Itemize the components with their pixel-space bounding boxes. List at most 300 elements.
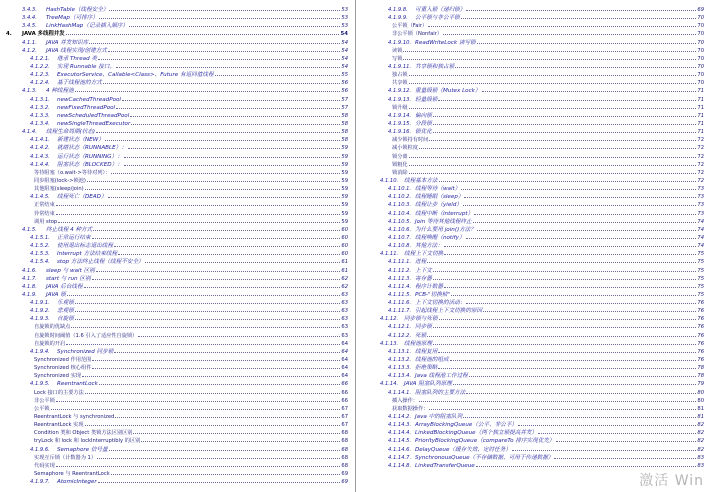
toc-page-number: 70 xyxy=(697,31,704,38)
toc-entry-number: 4.1.5.4. xyxy=(30,259,50,266)
toc-entry[interactable] xyxy=(0,340,350,348)
toc-entry-title: 轻量级锁 xyxy=(415,96,438,103)
toc-page-number: 72 xyxy=(697,137,704,144)
toc-entry[interactable] xyxy=(358,96,706,104)
toc-entry[interactable] xyxy=(358,39,706,47)
toc-page-number: 60 xyxy=(341,234,348,241)
toc-leader-dots xyxy=(58,222,340,223)
toc-entry-number: 4.1.13.1. xyxy=(388,348,412,355)
toc-entry-title: LinkedBlockingQueue（两个独立锁提高并发） xyxy=(415,430,538,437)
toc-entry[interactable] xyxy=(0,144,350,152)
toc-entry-title: Semaphore 信号量 xyxy=(57,446,108,453)
toc-entry-title: 等待阻塞（o.wait->等待对列）： xyxy=(34,169,111,176)
toc-leader-dots xyxy=(554,458,696,459)
toc-entry-title: 线程睡眠（sleep） xyxy=(415,194,464,201)
toc-page-number: 66 xyxy=(341,397,348,404)
toc-page-number: 58 xyxy=(341,129,348,136)
toc-page-number: 72 xyxy=(697,169,704,176)
toc-leader-dots xyxy=(433,279,697,280)
toc-entry[interactable] xyxy=(358,6,706,14)
toc-page-number: 61 xyxy=(341,267,348,274)
toc-entry-title: 运行状态（RUNNING）： xyxy=(57,153,123,160)
toc-leader-dots xyxy=(115,417,340,418)
toc-entry[interactable] xyxy=(0,136,350,144)
toc-page-number: 79 xyxy=(697,381,704,388)
toc-entry[interactable] xyxy=(358,185,706,193)
toc-entry[interactable] xyxy=(358,275,706,283)
toc-page-number: 70 xyxy=(697,39,704,46)
toc-leader-dots xyxy=(461,18,697,19)
toc-page-number: 76 xyxy=(697,316,704,323)
toc-entry-title: 锁优化 xyxy=(415,129,432,136)
toc-leader-dots xyxy=(461,189,696,190)
toc-entry[interactable] xyxy=(358,446,706,454)
toc-entry[interactable] xyxy=(0,55,350,63)
toc-entry[interactable] xyxy=(358,437,706,445)
toc-leader-dots xyxy=(133,433,340,434)
toc-page-number: 70 xyxy=(697,47,704,54)
toc-entry[interactable] xyxy=(0,226,350,234)
toc-leader-dots xyxy=(512,450,696,451)
toc-entry-number: 4.1.14. xyxy=(380,381,399,388)
toc-leader-dots xyxy=(75,319,341,320)
toc-entry[interactable] xyxy=(0,299,350,307)
toc-entry-number: 4.1.4.3. xyxy=(30,153,50,160)
toc-page-number: 75 xyxy=(697,259,704,266)
toc-entry[interactable] xyxy=(0,79,350,87)
toc-entry[interactable] xyxy=(358,153,706,161)
toc-entry-number: 4.1.10.8. xyxy=(388,243,412,250)
toc-page-number: 59 xyxy=(341,210,348,217)
toc-entry[interactable] xyxy=(0,71,350,79)
toc-entry-title: 线程等待（wait） xyxy=(415,186,461,193)
toc-page-number: 70 xyxy=(697,80,704,87)
toc-entry-title: 乐观锁 xyxy=(57,300,74,307)
toc-leader-dots xyxy=(556,441,697,442)
toc-leader-dots xyxy=(128,148,341,149)
toc-entry[interactable] xyxy=(358,372,706,380)
toc-entry[interactable] xyxy=(0,210,350,218)
toc-entry-number: 4.1.9.9. xyxy=(388,15,408,22)
toc-entry[interactable] xyxy=(358,120,706,128)
toc-entry[interactable] xyxy=(358,397,706,405)
toc-entry[interactable] xyxy=(0,405,350,413)
toc-entry[interactable] xyxy=(358,177,706,185)
toc-entry[interactable] xyxy=(358,201,706,209)
toc-page-number: 82 xyxy=(697,422,704,429)
toc-page-number: 76 xyxy=(697,308,704,315)
toc-leader-dots xyxy=(105,140,341,141)
toc-entry-number: 4.1.11.3. xyxy=(388,275,412,282)
toc-entry-title: Synchronized 实现 xyxy=(34,373,81,380)
toc-leader-dots xyxy=(450,360,697,361)
toc-entry[interactable] xyxy=(0,120,350,128)
toc-entry[interactable] xyxy=(358,22,706,30)
toc-leader-dots xyxy=(96,132,340,133)
toc-left-column xyxy=(0,6,350,486)
toc-page-number: 68 xyxy=(341,446,348,453)
toc-entry[interactable] xyxy=(0,153,350,161)
toc-page-number: 62 xyxy=(341,283,348,290)
toc-entry-title: sleep 与 wait 区别 xyxy=(46,267,95,274)
toc-entry-title: 悲观锁 xyxy=(57,308,74,315)
toc-entry-title: 异常结束 xyxy=(34,210,55,217)
toc-entry-number: 4.1.14.2. xyxy=(388,414,412,421)
toc-entry[interactable] xyxy=(358,210,706,218)
toc-entry-title: 线程唤醒（notify） xyxy=(415,234,465,241)
toc-entry[interactable] xyxy=(358,380,706,388)
toc-entry-title: 调用 stop xyxy=(34,218,58,225)
toc-entry[interactable] xyxy=(358,454,706,462)
toc-entry[interactable] xyxy=(0,380,350,388)
toc-page-number: 63 xyxy=(341,308,348,315)
toc-entry[interactable] xyxy=(358,250,706,258)
toc-entry-number: 4.1.9.6. xyxy=(30,446,50,453)
toc-entry[interactable] xyxy=(358,47,706,55)
toc-leader-dots xyxy=(433,124,697,125)
toc-entry[interactable] xyxy=(0,47,350,55)
toc-entry-title: JAVA 多线程并发 xyxy=(22,31,65,38)
toc-leader-dots xyxy=(85,393,341,394)
toc-entry[interactable] xyxy=(0,104,350,112)
toc-page-number: 64 xyxy=(341,373,348,380)
toc-entry-number: 4.1.14.3. xyxy=(388,422,412,429)
toc-entry-title: 代码实现 xyxy=(34,462,55,469)
toc-entry[interactable] xyxy=(0,397,350,405)
toc-entry-number: 4.1.10.3. xyxy=(388,202,412,209)
toc-leader-dots xyxy=(409,108,697,109)
toc-page-number: 74 xyxy=(697,234,704,241)
toc-page-number: 61 xyxy=(341,259,348,266)
toc-page-number: 76 xyxy=(697,332,704,339)
toc-entry-title: 为什么要用 join()方法？ xyxy=(415,226,476,233)
toc-entry[interactable] xyxy=(358,169,706,177)
toc-entry[interactable] xyxy=(0,96,350,104)
toc-page-number: 82 xyxy=(697,430,704,437)
toc-leader-dots xyxy=(75,91,341,92)
toc-entry[interactable] xyxy=(0,87,350,95)
toc-page-number: 59 xyxy=(341,186,348,193)
toc-entry[interactable] xyxy=(358,323,706,331)
toc-page-number: 64 xyxy=(341,365,348,372)
toc-page-number: 73 xyxy=(697,186,704,193)
toc-page-number: 63 xyxy=(341,324,348,331)
toc-entry[interactable] xyxy=(358,291,706,299)
toc-entry-title: 继承 Thread 类 xyxy=(57,55,98,62)
toc-entry-title: 锁升级 xyxy=(392,104,408,111)
toc-leader-dots xyxy=(130,116,340,117)
toc-leader-dots xyxy=(453,384,697,385)
toc-entry-title: 共享锁 xyxy=(392,80,408,87)
toc-page-number: 72 xyxy=(697,177,704,184)
toc-entry-title: ExecutorService、Callable<Class>、Future 有返回值线程 xyxy=(57,72,214,79)
toc-leader-dots xyxy=(538,433,696,434)
toc-page-number: 58 xyxy=(341,137,348,144)
toc-entry-number: 4.1.11.4. xyxy=(388,283,412,290)
toc-entry-number: 4.1.13.2. xyxy=(388,357,412,364)
toc-page-number: 72 xyxy=(697,153,704,160)
toc-entry[interactable] xyxy=(0,470,350,478)
toc-entry-title: 锁消除 xyxy=(392,169,408,176)
toc-entry-number: 4.1.7. xyxy=(22,275,37,282)
toc-leader-dots xyxy=(433,271,697,272)
toc-leader-dots xyxy=(477,43,697,44)
toc-entry[interactable] xyxy=(358,234,706,242)
toc-entry-number: 4.1.12.1. xyxy=(388,324,412,331)
toc-entry[interactable] xyxy=(358,55,706,63)
toc-page-number: 55 xyxy=(341,72,348,79)
toc-entry[interactable] xyxy=(0,446,350,454)
toc-page-number: 69 xyxy=(341,479,348,486)
toc-entry[interactable] xyxy=(0,30,350,38)
toc-page-number: 54 xyxy=(341,39,348,46)
toc-entry-number: 3.4.3. xyxy=(22,7,37,13)
toc-entry[interactable] xyxy=(358,14,706,22)
toc-entry[interactable] xyxy=(358,136,706,144)
toc-page-number: 70 xyxy=(697,23,704,30)
toc-entry[interactable] xyxy=(358,87,706,95)
toc-entry-title: newFixedThreadPool xyxy=(57,104,116,111)
toc-entry[interactable] xyxy=(0,6,350,14)
toc-page-number: 59 xyxy=(341,169,348,176)
toc-entry[interactable] xyxy=(358,242,706,250)
toc-leader-dots xyxy=(409,173,697,174)
toc-entry[interactable] xyxy=(0,364,350,372)
toc-entry[interactable] xyxy=(358,389,706,397)
toc-leader-dots xyxy=(56,401,341,402)
toc-page-number: 70 xyxy=(697,63,704,70)
toc-entry[interactable] xyxy=(0,250,350,258)
toc-page-number: 82 xyxy=(697,438,704,445)
toc-entry[interactable] xyxy=(358,356,706,364)
toc-entry[interactable] xyxy=(0,267,350,275)
toc-leader-dots xyxy=(92,279,341,280)
toc-entry-title: JAVA 线程实现/创建方式 xyxy=(46,47,107,54)
toc-entry-number: 3.4.5. xyxy=(22,23,37,30)
toc-entry[interactable] xyxy=(0,112,350,120)
toc-entry[interactable] xyxy=(358,128,706,136)
toc-entry-number: 4.1.9.8. xyxy=(388,7,408,13)
toc-entry[interactable] xyxy=(0,389,350,397)
toc-entry[interactable] xyxy=(358,112,706,120)
toc-entry[interactable] xyxy=(0,258,350,266)
toc-leader-dots xyxy=(89,43,340,44)
toc-entry[interactable] xyxy=(0,454,350,462)
toc-leader-dots xyxy=(419,401,696,402)
toc-entry[interactable] xyxy=(358,413,706,421)
toc-page-number: 68 xyxy=(341,454,348,461)
toc-entry-number: 4.1.5.2. xyxy=(30,243,50,250)
toc-entry[interactable] xyxy=(0,14,350,22)
toc-entry[interactable] xyxy=(0,478,350,486)
toc-page-number: 60 xyxy=(341,243,348,250)
toc-entry[interactable] xyxy=(0,356,350,364)
toc-page-number: 56 xyxy=(341,80,348,87)
toc-entry[interactable] xyxy=(358,462,706,470)
toc-leader-dots xyxy=(473,222,697,223)
toc-entry[interactable] xyxy=(358,161,706,169)
os-activation-watermark: 激活 Win xyxy=(639,473,704,489)
toc-entry[interactable] xyxy=(0,193,350,201)
toc-entry[interactable] xyxy=(358,332,706,340)
toc-entry[interactable] xyxy=(358,340,706,348)
toc-leader-dots xyxy=(51,409,341,410)
toc-entry-number: 4.1.8. xyxy=(22,283,37,290)
toc-page-number: 54 xyxy=(341,55,348,62)
toc-entry[interactable] xyxy=(0,323,350,331)
toc-entry[interactable] xyxy=(0,22,350,30)
toc-entry[interactable] xyxy=(358,364,706,372)
toc-page-number: 57 xyxy=(341,104,348,111)
toc-entry[interactable] xyxy=(358,193,706,201)
toc-entry[interactable] xyxy=(0,429,350,437)
toc-entry-title: 其他阻塞(sleep/join) xyxy=(34,186,84,193)
toc-entry[interactable] xyxy=(0,128,350,136)
toc-leader-dots xyxy=(85,189,341,190)
toc-leader-dots xyxy=(403,51,696,52)
toc-entry-title: 上下文切换的活动： xyxy=(415,300,466,307)
toc-page-number: 62 xyxy=(341,275,348,282)
toc-page-number: 63 xyxy=(341,332,348,339)
toc-leader-dots xyxy=(114,246,340,247)
toc-entry[interactable] xyxy=(358,104,706,112)
toc-leader-dots xyxy=(215,75,341,76)
toc-page-number: 60 xyxy=(341,251,348,258)
toc-entry[interactable] xyxy=(0,242,350,250)
toc-entry-title: PCB-"切换桢" xyxy=(415,291,450,298)
toc-entry-title: 程序计数器 xyxy=(415,283,443,290)
toc-entry[interactable] xyxy=(0,413,350,421)
toc-entry-title: 线程基本方法 xyxy=(404,177,438,184)
toc-entry[interactable] xyxy=(358,144,706,152)
toc-entry[interactable] xyxy=(358,315,706,323)
toc-entry-number: 4.1.3.2. xyxy=(30,104,50,111)
toc-entry[interactable] xyxy=(358,267,706,275)
toc-entry-title: 就绪状态（RUNNABLE）： xyxy=(57,145,127,152)
toc-entry-title: 同步阻塞(lock->锁池) xyxy=(34,177,86,184)
toc-entry[interactable] xyxy=(358,283,706,291)
toc-entry[interactable] xyxy=(0,185,350,193)
toc-entry-title: 正常运行结束 xyxy=(57,234,91,241)
toc-leader-dots xyxy=(99,18,340,19)
toc-entry[interactable] xyxy=(358,348,706,356)
toc-entry-title: 非公平锁 xyxy=(34,397,55,404)
toc-entry-number: 4. xyxy=(6,31,12,38)
toc-entry[interactable] xyxy=(0,348,350,356)
toc-leader-dots xyxy=(451,295,696,296)
toc-entry-number: 4.1.12.2. xyxy=(388,332,412,339)
toc-entry-number: 4.1.14.4. xyxy=(388,430,412,437)
toc-entry-title: 寄存器 xyxy=(415,275,432,282)
toc-leader-dots xyxy=(56,205,341,206)
toc-right-column xyxy=(358,6,706,470)
toc-entry[interactable] xyxy=(0,283,350,291)
toc-entry[interactable] xyxy=(0,177,350,185)
toc-entry[interactable] xyxy=(358,307,706,315)
toc-entry-number: 4.1.4.4. xyxy=(30,161,50,168)
toc-entry[interactable] xyxy=(0,201,350,209)
toc-entry[interactable] xyxy=(358,79,706,87)
toc-entry[interactable] xyxy=(358,421,706,429)
toc-entry[interactable] xyxy=(358,226,706,234)
toc-leader-dots xyxy=(455,67,696,68)
toc-entry[interactable] xyxy=(0,161,350,169)
toc-entry-number: 4.1.9.1. xyxy=(30,300,50,307)
toc-leader-dots xyxy=(92,238,341,239)
toc-entry[interactable] xyxy=(358,429,706,437)
toc-leader-dots xyxy=(433,327,697,328)
toc-page-number: 67 xyxy=(341,414,348,421)
toc-entry[interactable] xyxy=(0,421,350,429)
toc-entry[interactable] xyxy=(358,71,706,79)
toc-entry[interactable] xyxy=(358,30,706,38)
toc-entry-number: 4.1.9.7. xyxy=(30,479,50,486)
toc-leader-dots xyxy=(419,148,696,149)
toc-entry-number: 4.1.3.4. xyxy=(30,120,50,127)
toc-entry-title: 线程死亡（DEAD） xyxy=(57,194,107,201)
toc-entry-title: 实现 Runnable 接口。 xyxy=(57,63,116,70)
toc-page-number: 53 xyxy=(341,15,348,22)
toc-entry[interactable] xyxy=(358,405,706,413)
toc-entry-title: TreeMap（可排序） xyxy=(46,15,98,22)
toc-entry[interactable] xyxy=(0,218,350,226)
toc-entry-title: 非公平锁（Nonfair） xyxy=(392,31,443,38)
toc-entry[interactable] xyxy=(358,299,706,307)
toc-leader-dots xyxy=(433,132,697,133)
toc-entry-title: 共享锁和独占锁 xyxy=(415,63,455,70)
toc-leader-dots xyxy=(483,311,696,312)
toc-entry-title: JAVA 并发知识库 xyxy=(46,39,89,46)
toc-entry[interactable] xyxy=(0,169,350,177)
toc-entry[interactable] xyxy=(0,462,350,470)
toc-page-number: 74 xyxy=(697,218,704,225)
toc-page-number: 71 xyxy=(697,96,704,103)
toc-entry[interactable] xyxy=(358,218,706,226)
toc-entry[interactable] xyxy=(358,258,706,266)
toc-leader-dots xyxy=(429,140,696,141)
toc-entry-number: 4.1.3. xyxy=(22,88,37,95)
toc-entry-title: 线程让步（yield） xyxy=(415,202,462,209)
toc-entry[interactable] xyxy=(0,437,350,445)
toc-entry[interactable] xyxy=(0,332,350,340)
toc-leader-dots xyxy=(118,254,340,255)
toc-entry-number: 3.4.4. xyxy=(22,15,37,22)
toc-entry[interactable] xyxy=(0,291,350,299)
toc-entry-number: 4.1.2.3. xyxy=(30,72,50,79)
toc-entry[interactable] xyxy=(0,39,350,47)
toc-entry[interactable] xyxy=(0,307,350,315)
toc-entry-title: 写锁 xyxy=(392,55,403,62)
toc-page-number: 54 xyxy=(340,31,348,38)
toc-leader-dots xyxy=(444,246,696,247)
toc-leader-dots xyxy=(66,34,340,35)
toc-entry[interactable] xyxy=(0,315,350,323)
toc-entry[interactable] xyxy=(0,275,350,283)
toc-leader-dots xyxy=(98,59,340,60)
toc-page-number: 69 xyxy=(341,471,348,478)
toc-entry-title: 使用退出标志退出线程 xyxy=(57,243,113,250)
toc-entry[interactable] xyxy=(0,63,350,71)
toc-entry-number: 4.1.10.1. xyxy=(388,186,412,193)
toc-leader-dots xyxy=(109,450,341,451)
toc-entry[interactable] xyxy=(0,234,350,242)
toc-page-number: 76 xyxy=(697,348,704,355)
toc-entry-title: DelayQueue（缓存失效、定时任务） xyxy=(415,446,511,453)
toc-leader-dots xyxy=(443,34,696,35)
toc-leader-dots xyxy=(469,376,697,377)
toc-entry[interactable] xyxy=(0,372,350,380)
toc-entry[interactable] xyxy=(358,63,706,71)
